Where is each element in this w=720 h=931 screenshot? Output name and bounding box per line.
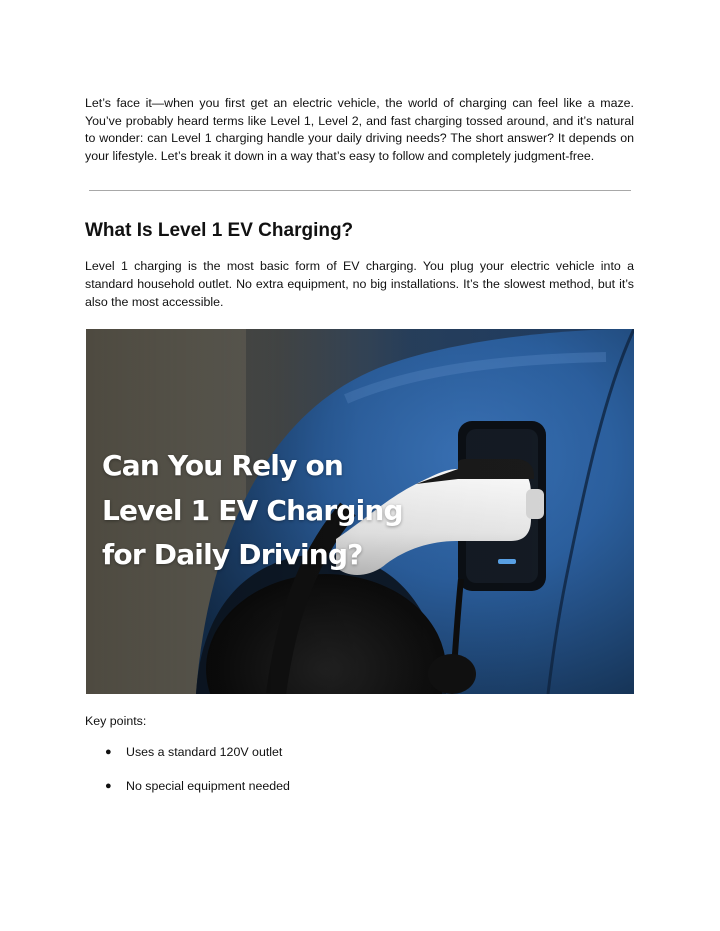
document-page [85, 95, 634, 812]
hero-title-line-2: Level 1 EV Charging [102, 493, 403, 527]
list-item [85, 744, 634, 761]
hero-title [102, 444, 522, 578]
list-item-text: No special equipment needed [126, 779, 290, 794]
hero-title-line-3: for Daily Driving? [102, 538, 363, 572]
list-item [85, 778, 634, 795]
list-item-text: Uses a standard 120V outlet [126, 745, 283, 760]
key-points-list [85, 744, 634, 795]
section-paragraph: Level 1 charging is the most basic form of EV charging. You plug your electric vehicle into a standard household outlet. No extra equipment, no big installations. It’s the slowest method, but it’s also the most accessible. [85, 259, 634, 309]
section-heading: What Is Level 1 EV Charging? [85, 220, 354, 242]
bullet-icon: ● [105, 746, 112, 759]
intro-paragraph: Let’s face it—when you first get an electric vehicle, the world of charging can feel like a maze. You’ve probably heard terms like Level 1, Level 2, and fast charging tossed around, and it’s natural to wonder: can Level 1 charging handle your daily driving needs? The short answer? It depends on your lifestyle. Let’s break it down in a way that’s easy to follow and completely judgment-free. [85, 96, 634, 163]
hero-title-line-1: Can You Rely on [102, 449, 344, 483]
key-points-label: Key points: [85, 714, 147, 729]
section-divider [89, 190, 631, 191]
bullet-icon: ● [105, 780, 112, 793]
hero-image [86, 329, 634, 694]
